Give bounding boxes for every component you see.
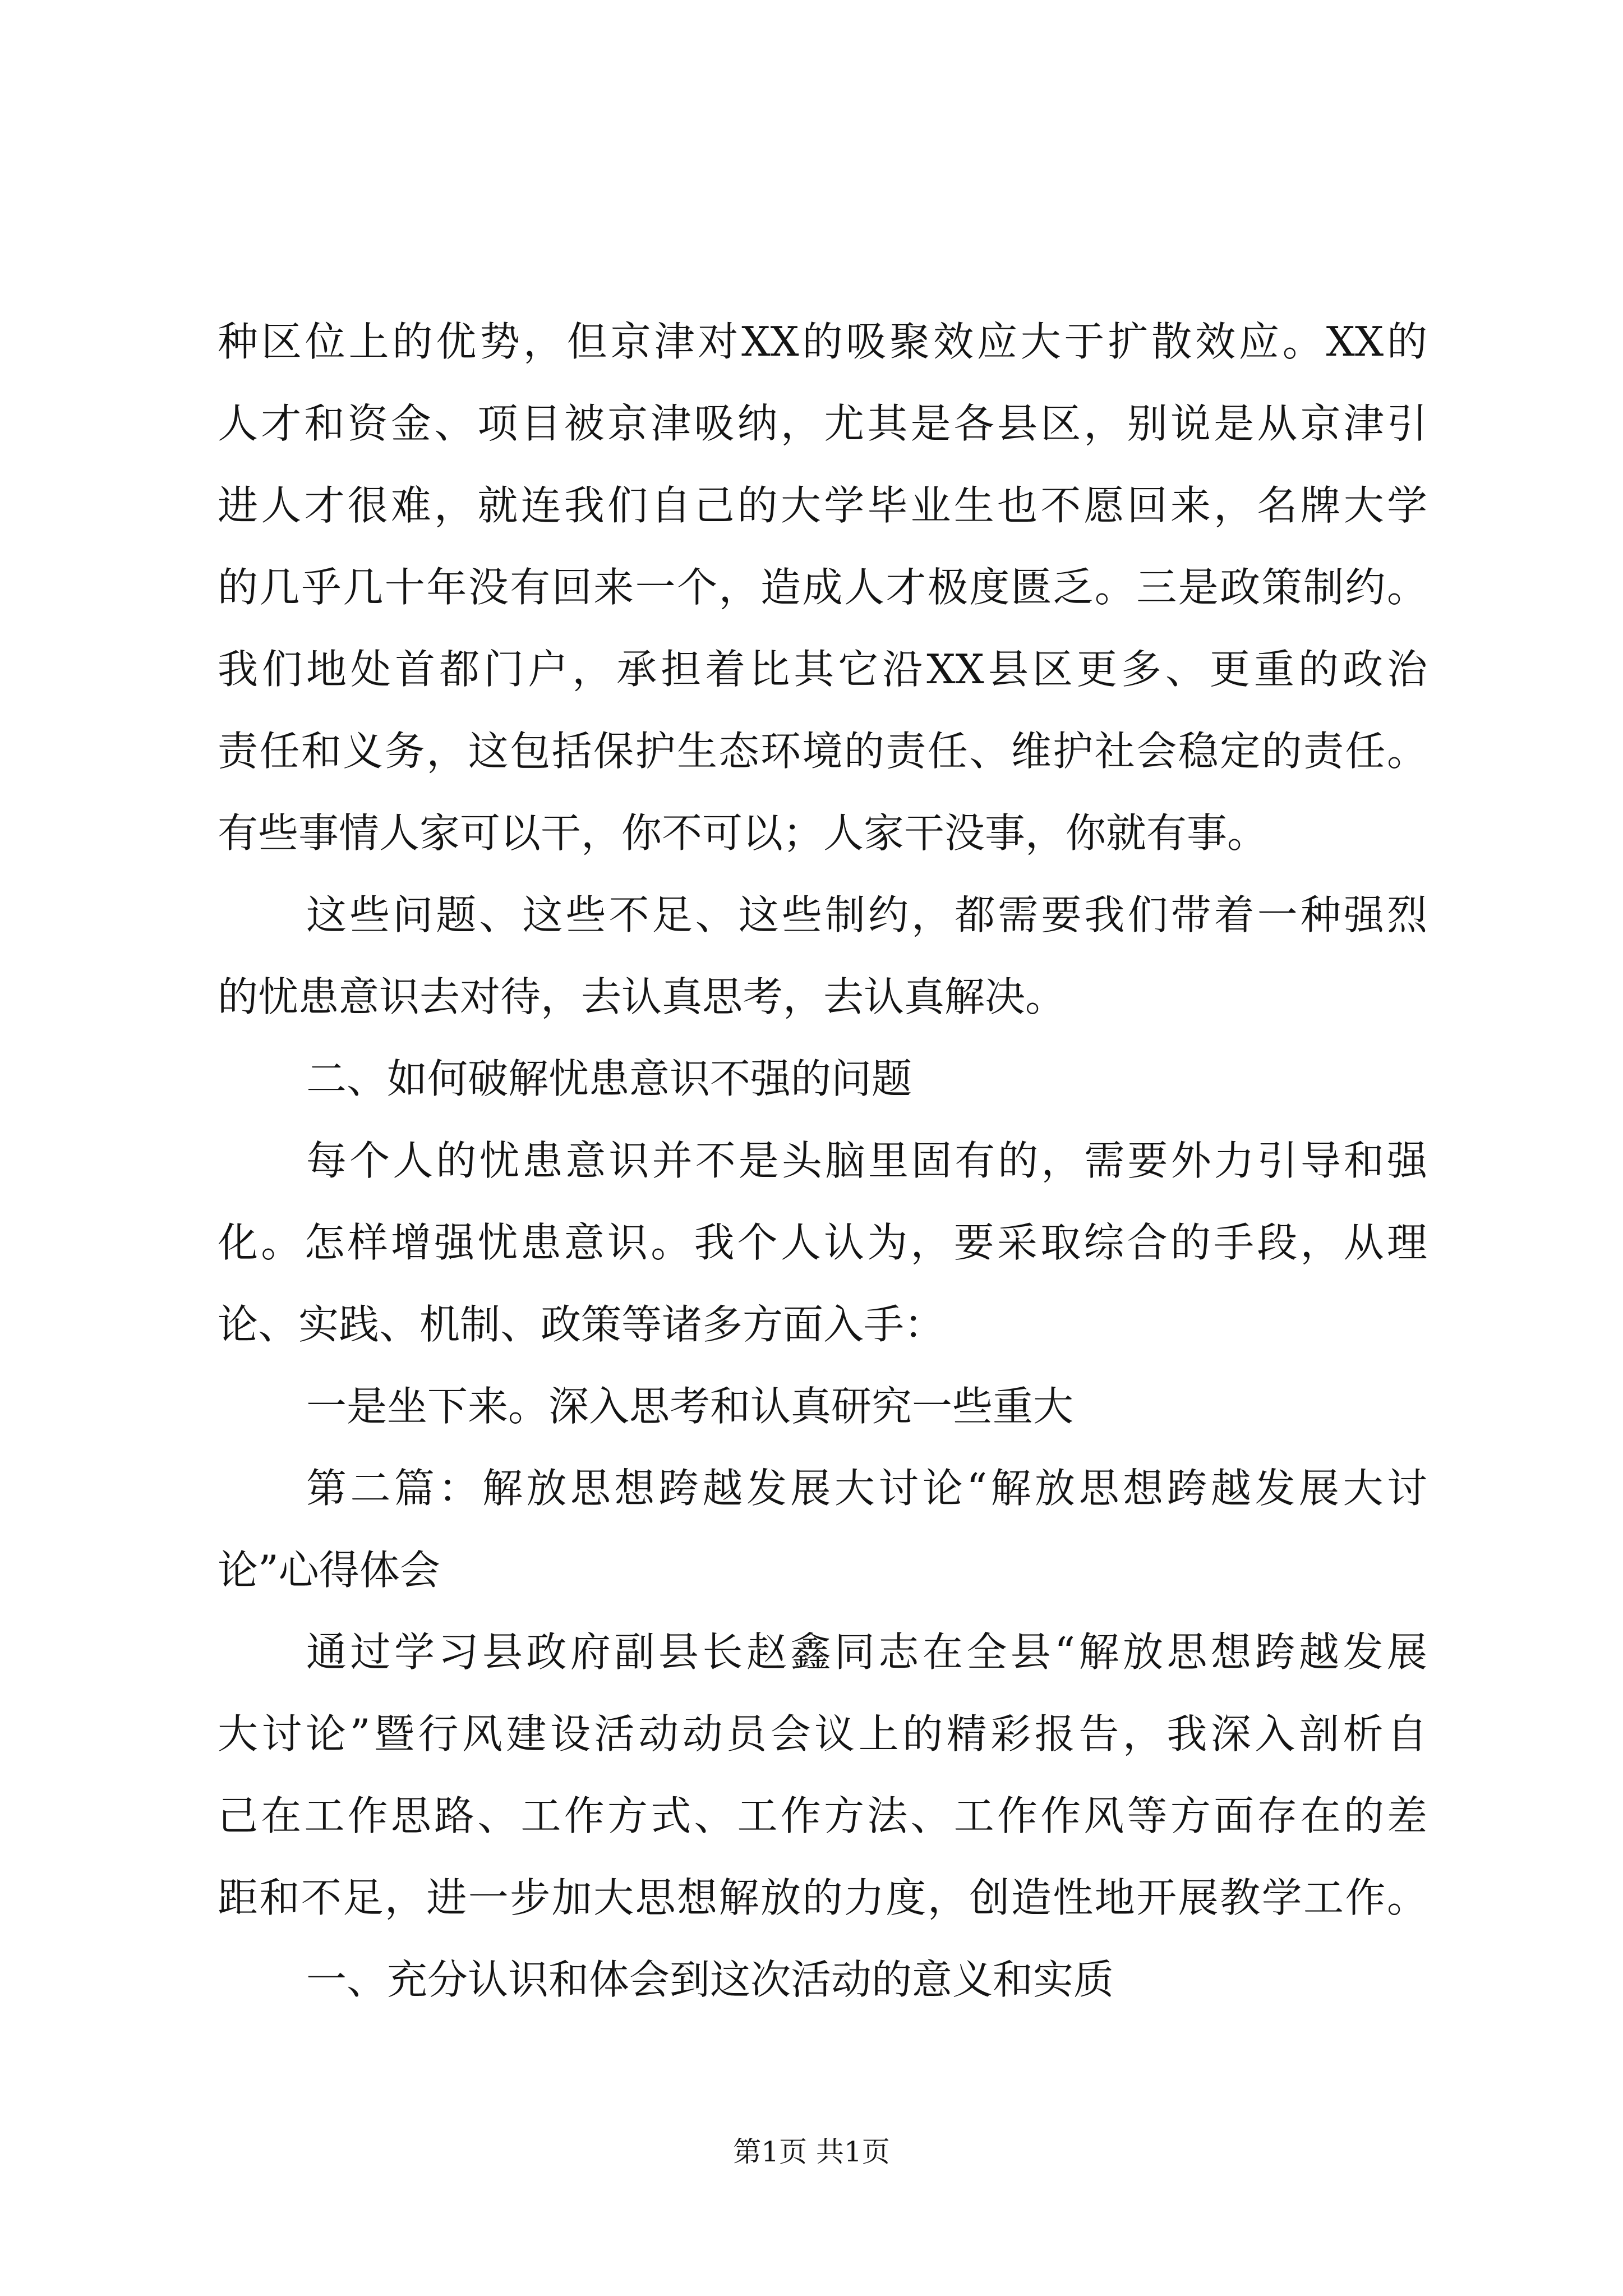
paragraph-first-line: 通过学习县政府副县长赵鑫同志在全县“解放思想跨越发展 [306,1628,1427,1676]
text-line: 大讨论”暨行风建设活动动员会议上的精彩报告，我深入剖析自 [218,1710,1427,1757]
text-line: 我们地处首都门户，承担着比其它沿XX县区更多、更重的政治 [218,646,1427,693]
chapter-title: 第二篇：解放思想跨越发展大讨论“解放思想跨越发展大讨 [306,1465,1427,1512]
text-line: 进人才很难，就连我们自己的大学毕业生也不愿回来，名牌大学 [218,482,1427,529]
page-footer: 第1页 共1页 [733,2136,890,2168]
chapter-title-continued: 论”心得体会 [218,1547,440,1594]
paragraph-first-line: 每个人的忧患意识并不是头脑里固有的，需要外力引导和强 [306,1137,1427,1184]
paragraph-first-line: 这些问题、这些不足、这些制约，都需要我们带着一种强烈 [306,891,1427,938]
text-line: 的几乎几十年没有回来一个，造成人才极度匮乏。三是政策制约。 [218,564,1427,611]
document-body [218,301,1427,2021]
text-line: 的忧患意识去对待，去认真思考，去认真解决。 [218,973,1066,1020]
text-line: 己在工作思路、工作方式、工作方法、工作作风等方面存在的差 [218,1792,1427,1839]
text-line: 有些事情人家可以干，你不可以；人家干没事，你就有事。 [218,809,1268,857]
text-line: 论、实践、机制、政策等诸多方面入手： [218,1301,945,1348]
text-line: 种区位上的优势，但京津对XX的吸聚效应大于扩散效应。XX的 [218,318,1427,365]
paragraph-first-line: 一是坐下来。深入思考和认真研究一些重大 [306,1383,1074,1430]
section-heading: 一、充分认识和体会到这次活动的意义和实质 [306,1956,1114,2003]
section-heading: 二、如何破解忧患意识不强的问题 [306,1055,912,1102]
text-line: 责任和义务，这包括保护生态环境的责任、维护社会稳定的责任。 [218,728,1427,775]
text-line: 人才和资金、项目被京津吸纳，尤其是各县区，别说是从京津引 [218,400,1427,447]
text-line: 化。怎样增强忧患意识。我个人认为，要采取综合的手段，从理 [218,1219,1427,1266]
text-line: 距和不足，进一步加大思想解放的力度，创造性地开展教学工作。 [218,1874,1427,1921]
